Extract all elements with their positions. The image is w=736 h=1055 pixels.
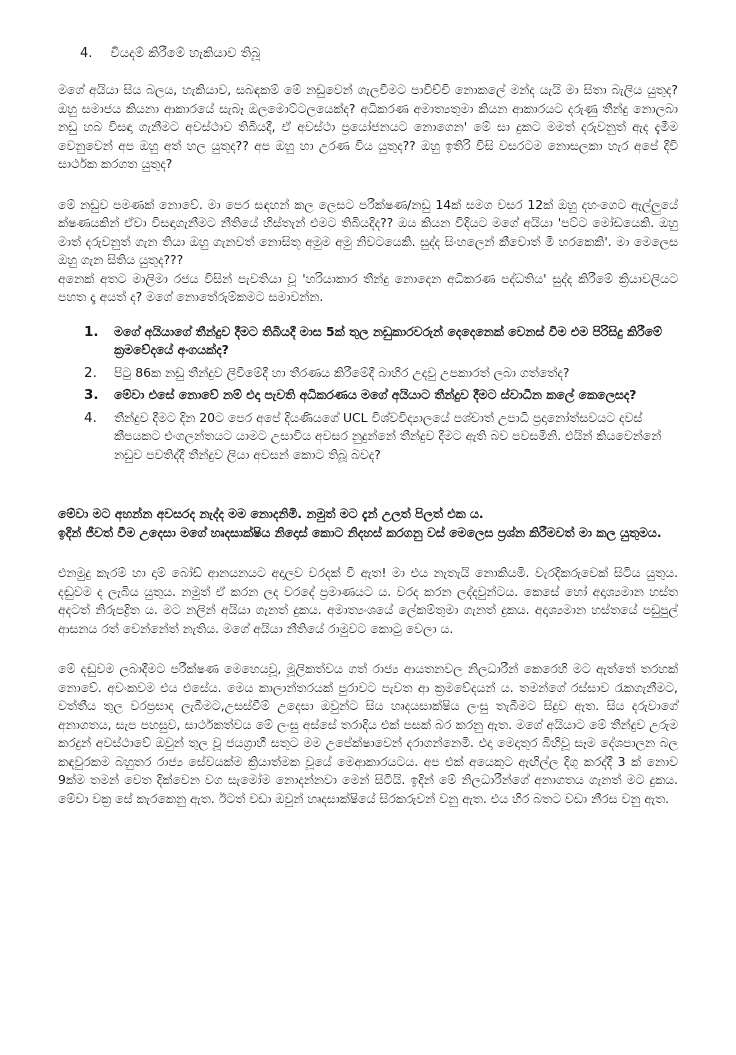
paragraph-4: මේ දඬුවම ලබාදීමට පරීක්ෂණ මෙහෙයවූ, මූලිකත්වය ගත් රාජ්‍ය ආයතනවල නිලධාරීන් කෙරෙහි මට ඇත්තේ තරහක් නොවේ. අවංකවම එය එසේය. මෙය කාලාන්තරයක් පුරාවට පැවත ආ ක්‍රමවේදයන් ය. තමන්ගේ රස්සාව රැකගැනීමට, වත්තීය තුල වරප්‍රසාද ලැබීමට,උසස්වීම් උදෙසා ඔවුන්ට සිය හෘදයසාක්ෂිය ලංසු තැබීමට සිදුව ඇත. සිය දරුවාගේ අනාගතය, සැප පහසුව, සාර්ථකත්වය මේ ලංසු අස්සේ තරාදිය එක් පසක් බර කරනු ඇත. මගේ අයියාට මේ තීන්දුව උරුම කරදුන් අවස්ථාවේ ඔවුන් තුල වූ ජයග්‍රාහී සතුට මම උපේක්ෂාවෙන් දරාගන්නෙමි. එදා මෙදාතුර බිහිවූ සෑම දේශපාලන බල කඳවුරකම බහුතර රාජ්‍ය සේවයක්ම ක්‍රියාත්මක වූයේ මෙආකාරයටය. අප එක් අයෙකුට ඇඟිල්ල දිගු කරද්දී 3 ක් නොව 9ක්ම තමන් වෙත දික්වෙන වග සැමෝම නොදන්නවා මෙන් සිටියි. ඉදින් මේ නිලධාරීන්ගේ අනාගතය ගැනත් මට දුකය. මේවා වක්‍ර සේ කැරකෙනු ඇත. ඊටත් වඩා ඔවුන් හෘදසාක්ෂියේ සිරකරුවන් වනු ඇත. එය හිර බතට වඩා නීරස වනු ඇත.: [58, 661, 678, 806]
list-text: මේවා එසේ නොවේ නම් එදා පැවති අධිකරණය මගේ අයියාට තීන්දුව දීමට ස්වාධීන කලේ කෙලෙසද?: [114, 387, 637, 402]
list-text: මගේ අයියාගේ තීන්දුව දීමට තිබියදී මාස 5ක් තුල නඩුකාරවරුන් දෙදෙනෙක් වෙනස් වීම එම පිරිසිදු කිරීමේ ක්‍රමවේදයේ අංගයක්ද?: [114, 323, 662, 357]
list-number: 4.: [80, 46, 93, 61]
list-item: [84, 386, 678, 405]
list-number: 3.: [84, 387, 99, 403]
list-number: 4.: [84, 409, 97, 426]
paragraph-1: මගේ අයියා සිය බලය, හැකියාව, සබඳකම් මේ නඩුවෙන් ගැලවීමට පාවිච්චි නොකලේ මන්ද යැයි මා සිතා බැලිය යුතුද? ඔහු සමාජය කියනා ආකාරයේ සැබෑ ඔලමොට්ටලයෙක්ද? අධිකරණ අමාත්‍යතුමා කියන ආකාරයට දරුණු තීන්දු නොලබා නඩු හබ විසඳා ගැනීමට අවස්ථාව තිබියදී, ඒ අවස්ථා ප්‍රයෝජනයට නොගෙන' මේ සා දුකට මමත් දරුවනුත් ඇද දැමීම වෙනුවෙන් අප ඔහු අත් හල යුතුද?? අප ඔහු හා උරණ විය යුතුද?? ඔහු ඉතිරි විසි වසරටම නොසලකා හැර අපේ දිවි සාර්ථක කරගත යුතුද?: [58, 82, 678, 171]
paragraph-3: එනමුදු කැරම් හා දාම් බෝඩ් ආනයනයට අදාලව වරදක් වී ඇත! මා එය නැතැයි නොකියමි. වැරදිකරුවෙක් සිටිය යුතුය. දඬුවම ද ලැබිය යුතුය. නමුත් ඒ කරන ලද වරදේ ප්‍රමාණයට ය. වරද කරන ලද්දවුන්ටය. කෙසේ හෝ අදෘශ්‍යමාන හස්ත අදටත් නිරුපද්‍රිත ය. මට නලින් අයියා ගැනත් දුකය. අමාත්‍යංශයේ ලේකම්තුමා ගැනත් දුකය. අදෘශ්‍යමාන හස්තයේ පඩුපුල් ආසනය රත් වෙන්නේත් නැතිය. මගේ අයියා නීතියේ රාමුවට කොටු වෙලා ය.: [58, 565, 678, 636]
bold-line-2: ඉදින් ජීවත් වීම උදෙසා මගේ හෘදසාක්ෂිය නිදොස් කොට නිදහස් කරගනු වස් මෙලෙස ප්‍රශ්න කිරීමවත් මා කල යුතුමය.: [58, 525, 662, 540]
list-number: 2.: [84, 364, 97, 381]
list-item: [84, 364, 678, 383]
list-text: වියදම් කිරීමේ හැකියාව තිබූ: [110, 46, 261, 61]
list-item: [84, 323, 678, 360]
bold-line-1: මේවා මට අහන්න අවසරද නැද්ද මම නොදනිමි. නමුත් මට දැන් උලත් පිලත් එක ය.: [58, 506, 484, 521]
list-item: [84, 409, 678, 465]
list-number: 1.: [84, 323, 99, 340]
paragraph-2a: මේ නඩුව පමණක් නොවේ. මා පෙර සඳහන් කල ලෙසට පරීක්ෂණ/නඩු 14ක් සමග වසර 12ක් ඔහු දහංගෙට ඇල්ලුයේ ක්ෂණයකින් ඒවා විසඳාගැනීමට නීතියේ හිස්තැන් එමට තිබියදිද?? ඔය කියන විදියට මගේ අයියා 'පට්ට මෝඩයෙකි. ඔහු මාත් දරුවනුත් ගැන තියා ඔහු ගැනවත් නොසිතූ අමුම අමු නිවටයෙකි. සුද්ද සිංහලෙන් කීවොත් මී හරකෙකි'. මා මෙලෙස ඔහු ගැන සිතිය යුතුද???: [58, 196, 678, 267]
list-text: පිටු 86ක නඩු තීන්දුව ලිවීමේදී හා තීරණය කිරීමේදී බාහිර උදවු උපකාරත් ලබා ගත්තේද?: [114, 364, 570, 380]
numbered-question-list: [84, 323, 678, 465]
list-item-carryover: [80, 44, 678, 63]
list-text: තීන්දුව දීමට දින 20ට පෙර අපේ දියණියගේ UCL විශ්වවිද්‍යාලයේ පශ්චාත් උපාධි ප්‍රදානෝත්සවයට දවස් කීපයකට එංගලන්තයට යාමට උසාවිය අවසර නුදුන්නේ තීන්දුව දීමට ඇති බව පවසමිනි. එයින් කියවෙන්නේ නඩුව පවතිද්දී තීන්දුව ලියා අවසන් කොට තිබූ බවද?: [114, 409, 662, 462]
paragraph-2b: අනෙක් අතට මාලිමා රජය විසින් පැවතියා වූ 'හරියාකාර තීන්දු නොදෙන අධිකරණ පද්ධතිය' සුද්ද කිරීමේ ක්‍රියාවලියට පහත දෑ අයත් ද? මගේ නොතේරුම්කමට සමාවන්න.: [58, 270, 678, 304]
bold-statement: [58, 504, 678, 542]
